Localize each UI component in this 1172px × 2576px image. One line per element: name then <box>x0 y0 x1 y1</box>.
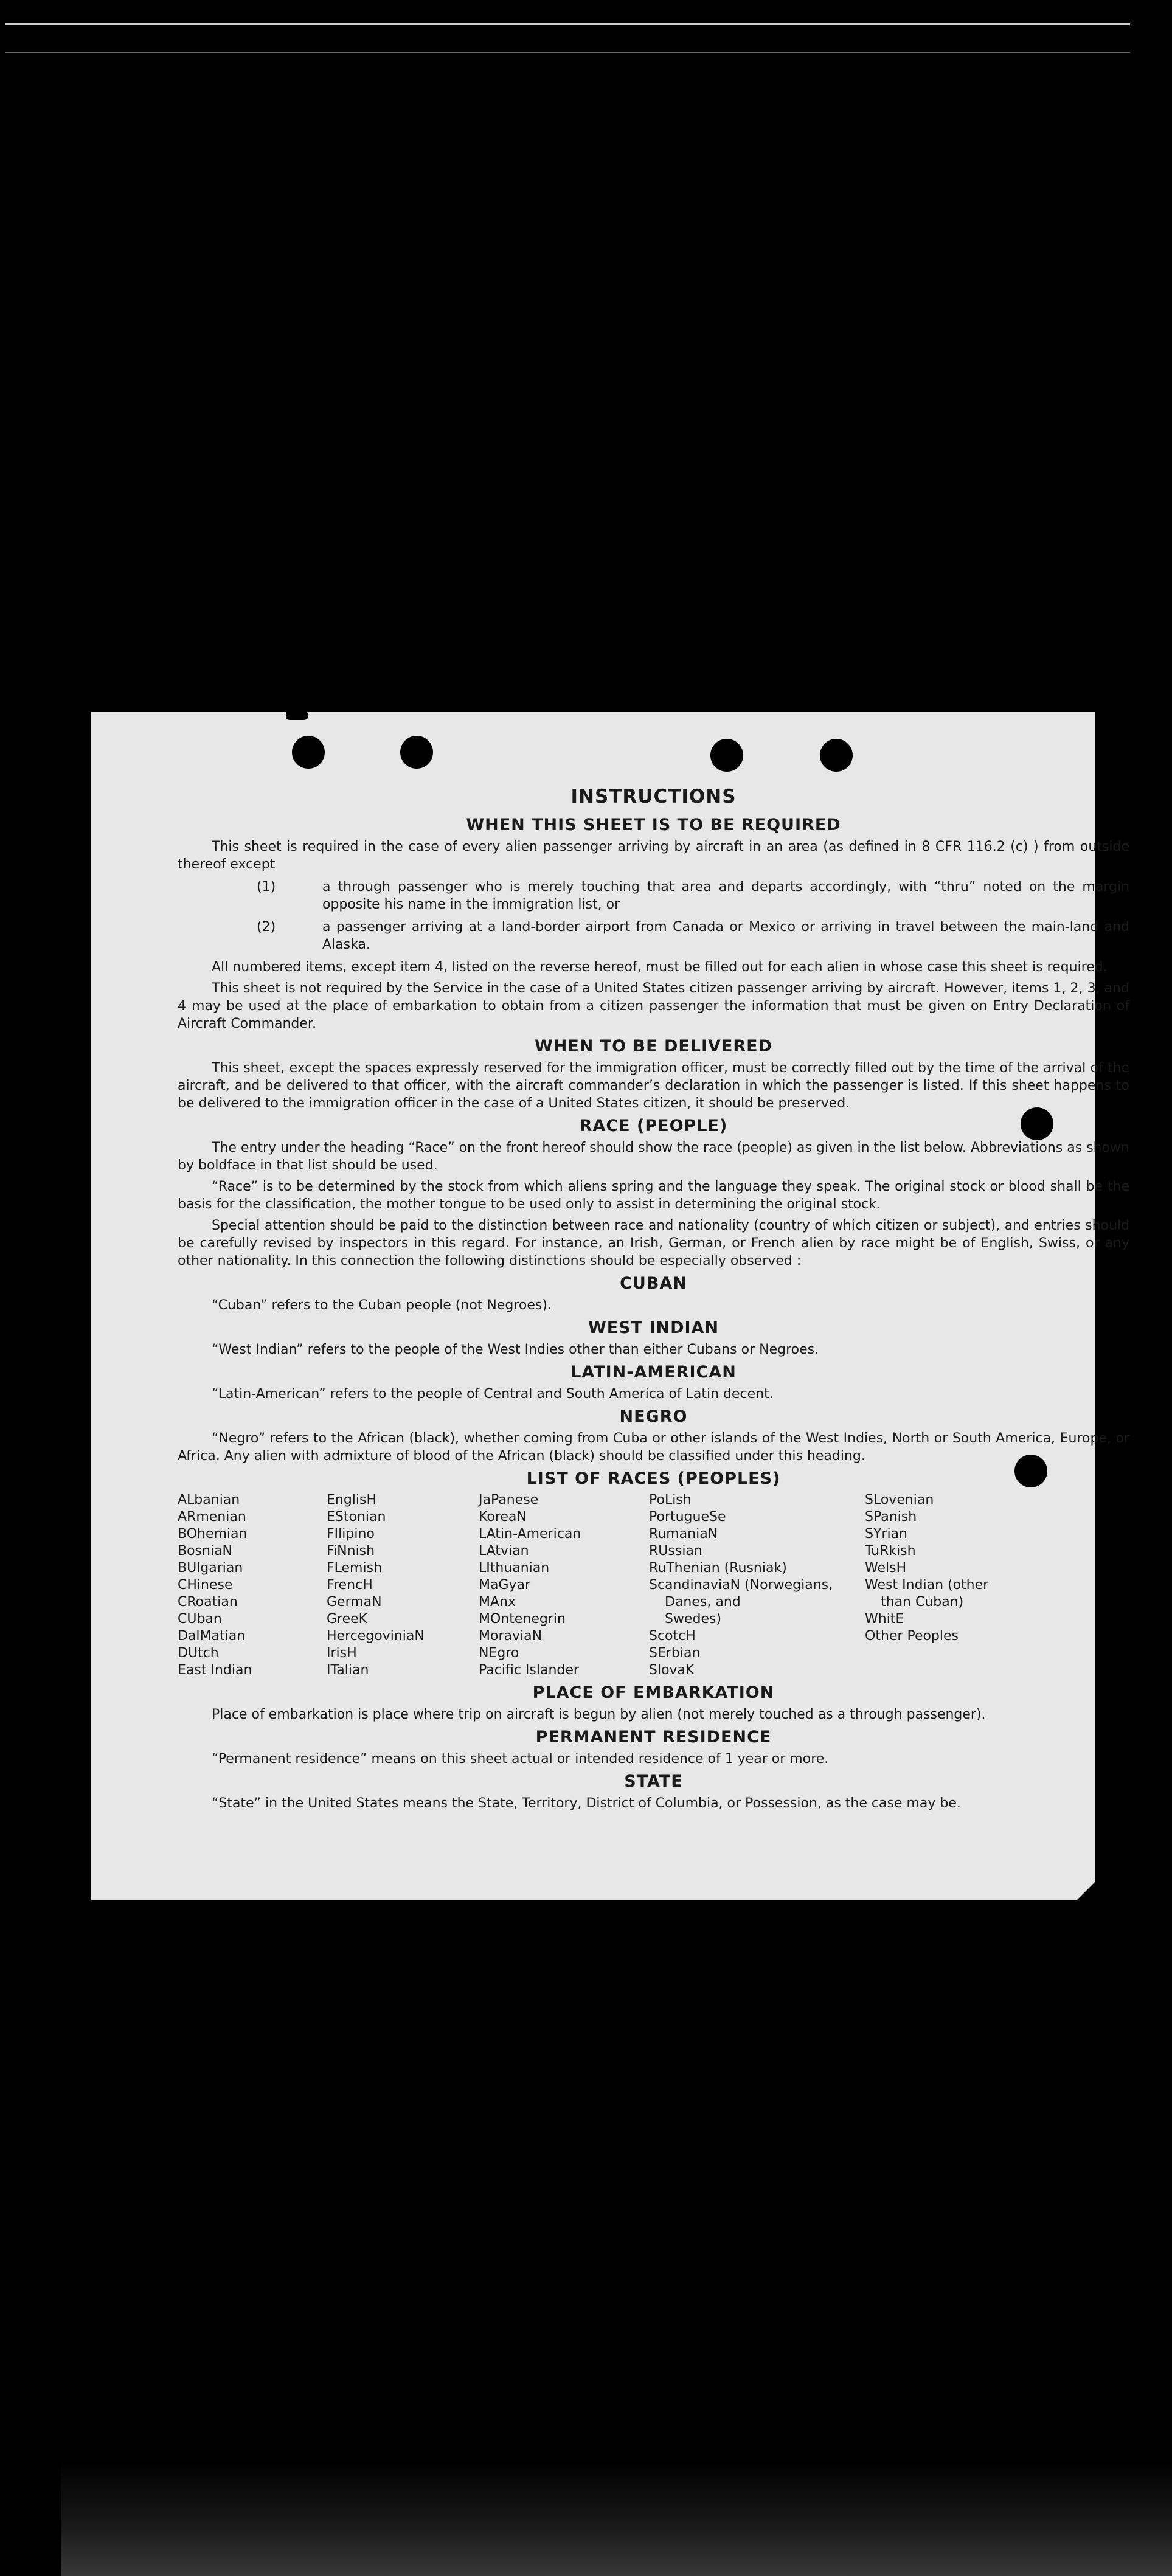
race-entry: CUban <box>178 1612 222 1627</box>
race-entry: HercegoviniaN <box>327 1629 425 1644</box>
race-column <box>649 1492 865 1679</box>
race-entry: East Indian <box>178 1663 252 1678</box>
paragraph: “State” in the United States means the State, Territory, District of Columbia, or Possession, as the case may be. <box>212 1796 961 1811</box>
item-text: a passenger arriving at a land-border airport from Canada or Mexico or arriving in travel between the main-land and Alaska. <box>322 919 1129 952</box>
punch-hole <box>292 736 325 769</box>
race-entry: EStonian <box>327 1509 386 1525</box>
race-entry: Swedes) <box>665 1612 722 1627</box>
exception-item <box>178 878 1129 913</box>
race-entry: BosniaN <box>178 1543 233 1559</box>
race-entry: RUssian <box>649 1543 702 1559</box>
race-entry: CRoatian <box>178 1594 238 1610</box>
race-entry: PortugueSe <box>649 1509 726 1525</box>
race-column <box>178 1492 327 1679</box>
paragraph: The entry under the heading “Race” on the front hereof should show the race (people) as given in the list below. Abbreviations as shown by boldface in that list should be used. <box>178 1140 1129 1173</box>
race-entry: FiNnish <box>327 1543 375 1559</box>
race-entry: MaGyar <box>479 1577 531 1593</box>
section-heading: NEGRO <box>619 1407 688 1426</box>
film-bottom-edge <box>61 2460 1172 2576</box>
race-entry: BUlgarian <box>178 1560 243 1576</box>
race-entry: TuRkish <box>865 1543 916 1559</box>
race-entry: EnglisH <box>327 1492 377 1508</box>
race-entry: DUtch <box>178 1646 219 1661</box>
punch-hole <box>710 739 743 772</box>
race-entry: SlovaK <box>649 1663 695 1678</box>
paragraph: “Latin-American” refers to the people of Central and South America of Latin decent. <box>212 1387 774 1402</box>
instruction-sheet <box>91 712 1129 1900</box>
race-column <box>865 1492 1029 1679</box>
section-heading: WEST INDIAN <box>588 1318 719 1337</box>
sheet-content <box>178 784 1129 1816</box>
race-entry: LIthuanian <box>479 1560 550 1576</box>
race-entry: FrencH <box>327 1577 373 1593</box>
torn-corner <box>286 708 308 720</box>
section-heading: WHEN TO BE DELIVERED <box>534 1037 773 1056</box>
document-title: INSTRUCTIONS <box>570 786 737 808</box>
race-entry: GreeK <box>327 1612 368 1627</box>
race-entry: SErbian <box>649 1646 701 1661</box>
exception-item <box>178 918 1129 954</box>
section-heading: LATIN-AMERICAN <box>570 1363 737 1382</box>
film-top-edge <box>5 23 1130 25</box>
paragraph: All numbered items, except item 4, listed on the reverse hereof, must be filled out for each alien in whose case this sheet is required. <box>212 960 1108 975</box>
paragraph: “West Indian” refers to the people of the West Indies other than either Cubans or Negroes. <box>212 1342 819 1357</box>
race-entry: RuThenian (Rusniak) <box>649 1560 787 1576</box>
race-entry: Pacific Islander <box>479 1663 579 1678</box>
race-entry: PoLish <box>649 1492 692 1508</box>
race-entry: West Indian (other <box>865 1577 989 1593</box>
race-entry: LAtvian <box>479 1543 529 1559</box>
race-entry: ARmenian <box>178 1509 246 1525</box>
paragraph: “Race” is to be determined by the stock from which aliens spring and the language they speak. The original stock or blood shall be the basis for the classification, the mother tongue to be used only to assist in determining the original stock. <box>178 1179 1129 1212</box>
race-entry: FLemish <box>327 1560 383 1576</box>
paragraph: “Permanent residence” means on this sheet actual or intended residence of 1 year or more. <box>212 1751 829 1767</box>
race-entry: IrisH <box>327 1646 357 1661</box>
paragraph: Special attention should be paid to the distinction between race and nationality (country of which citizen or subject), and entries should be carefully revised by inspectors in this regard. For instance, an Irish, German, or French alien by race might be of English, Swiss, or any other nationality. In this connection the following distinctions should be especially observed : <box>178 1218 1129 1269</box>
paragraph: This sheet, except the spaces expressly reserved for the immigration officer, must be correctly filled out by the time of the arrival of the aircraft, and be delivered to that officer, with the aircraft commander’s declaration in which the passenger is listed. If this sheet happens to be delivered to the immigration officer in the case of a United States citizen, it should be preserved. <box>178 1061 1129 1111</box>
section-heading: CUBAN <box>620 1274 687 1293</box>
race-entry: Other Peoples <box>865 1629 959 1644</box>
punch-hole <box>820 739 853 772</box>
section-heading: LIST OF RACES (PEOPLES) <box>526 1469 781 1488</box>
item-text: a through passenger who is merely touching that area and departs accordingly, with “thru” noted on the margin opposite his name in the immigration list, or <box>322 879 1129 912</box>
race-entry: MOntenegrin <box>479 1612 566 1627</box>
race-entry: ALbanian <box>178 1492 240 1508</box>
race-entry: SLovenian <box>865 1492 934 1508</box>
race-entry: than Cuban) <box>881 1594 964 1610</box>
paragraph: “Cuban” refers to the Cuban people (not Negroes). <box>212 1298 552 1313</box>
section-heading: PLACE OF EMBARKATION <box>532 1683 775 1702</box>
race-entry: FIlipino <box>327 1526 375 1542</box>
race-entry: ScandinaviaN (Norwegians, <box>649 1577 833 1593</box>
paragraph: This sheet is required in the case of every alien passenger arriving by aircraft in an area (as defined in 8 CFR 116.2 (c) ) from outside thereof except <box>178 839 1129 872</box>
race-entry: WhitE <box>865 1612 904 1627</box>
race-entry: KoreaN <box>479 1509 527 1525</box>
section-heading: STATE <box>624 1772 683 1791</box>
paragraph: “Negro” refers to the African (black), whether coming from Cuba or other islands of the West Indies, North or South America, Europe, or Africa. Any alien with admixture of blood of the African (black) should be classified under this heading. <box>178 1431 1129 1464</box>
race-entry: CHinese <box>178 1577 233 1593</box>
race-entry: NEgro <box>479 1646 519 1661</box>
race-column <box>327 1492 479 1679</box>
race-entry: MAnx <box>479 1594 516 1610</box>
race-entry: SPanish <box>865 1509 917 1525</box>
punch-hole <box>400 736 433 769</box>
race-entry: DalMatian <box>178 1629 246 1644</box>
race-entry: ITalian <box>327 1663 369 1678</box>
race-entry: BOhemian <box>178 1526 248 1542</box>
race-column <box>479 1492 649 1679</box>
section-heading: RACE (PEOPLE) <box>579 1117 728 1135</box>
race-entry: RumaniaN <box>649 1526 718 1542</box>
race-entry: ScotcH <box>649 1629 696 1644</box>
section-heading: WHEN THIS SHEET IS TO BE REQUIRED <box>466 815 841 834</box>
paragraph: This sheet is not required by the Service in the case of a United States citizen passenger arriving by aircraft. However, items 1, 2, 3, and 4 may be used at the place of embarkation to obtain from a citizen passenger the information that must be given on Entry Declaration of Aircraft Commander. <box>178 981 1129 1031</box>
race-entry: SYrian <box>865 1526 907 1542</box>
race-entry: Danes, and <box>665 1594 741 1610</box>
item-number: (2) <box>257 919 276 935</box>
item-number: (1) <box>257 879 276 895</box>
section-heading: PERMANENT RESIDENCE <box>535 1728 772 1747</box>
race-entry: WelsH <box>865 1560 907 1576</box>
film-top-edge-shadow <box>5 52 1130 53</box>
race-entry: LAtin-American <box>479 1526 581 1542</box>
race-list <box>178 1492 1129 1679</box>
race-entry: JaPanese <box>479 1492 539 1508</box>
race-entry: MoraviaN <box>479 1629 543 1644</box>
race-entry: GermaN <box>327 1594 382 1610</box>
paragraph: Place of embarkation is place where trip on aircraft is begun by alien (not merely touched as a through passenger). <box>212 1707 986 1722</box>
